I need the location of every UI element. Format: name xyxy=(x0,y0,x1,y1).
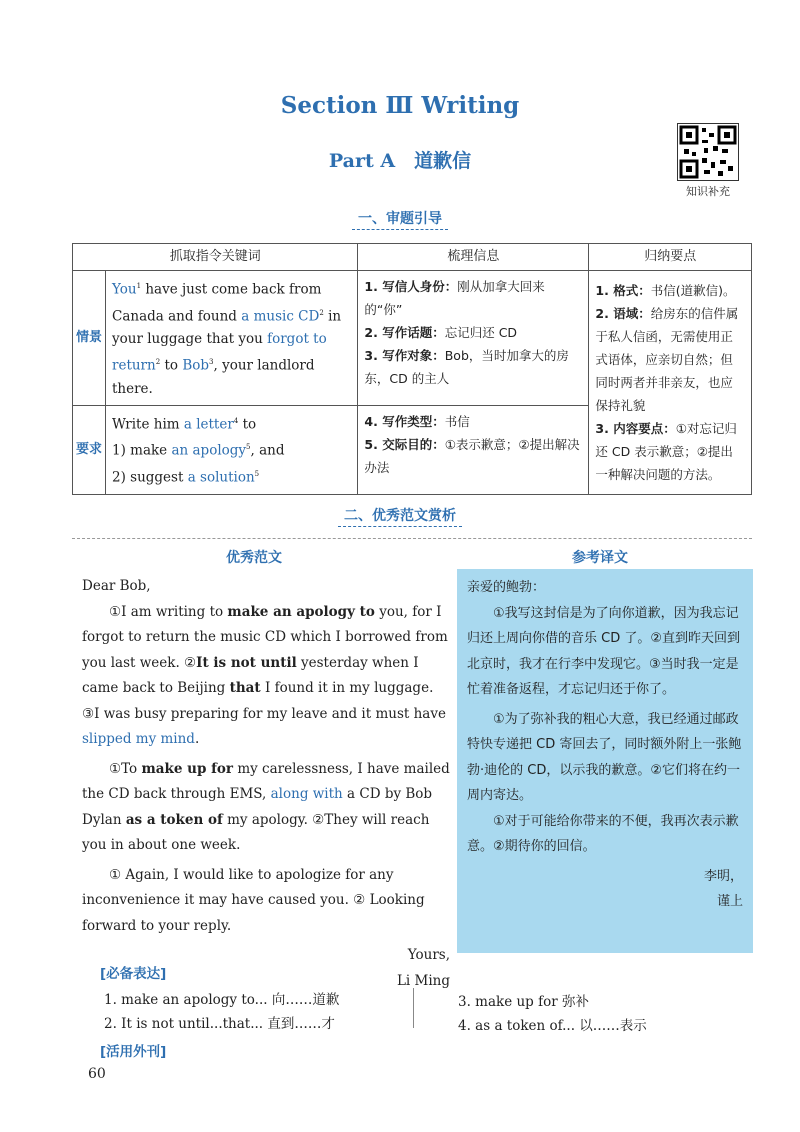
page-subtitle: Part A 道歉信 xyxy=(328,150,472,172)
essay-salutation: Dear Bob, xyxy=(82,578,151,594)
expression-item: 4. as a token of... 以……表示 xyxy=(458,1018,647,1034)
keyword-cell: Write him a letter$^4$ to 1) make an apology$^5$, and 2) suggest a solution$^5$ xyxy=(106,405,358,494)
row-label-requirement: 要求 xyxy=(73,405,106,494)
divider xyxy=(72,538,752,539)
essay-closing: Yours, xyxy=(407,947,450,963)
divider xyxy=(413,988,414,1028)
translation-paragraph: ①对于可能给你带来的不便，我再次表示歉意。②期待你的回信。 xyxy=(467,813,739,854)
table-header: 归纳要点 xyxy=(589,244,752,271)
expression-item: 3. make up for 弥补 xyxy=(458,994,589,1010)
section-heading-sample: 二、优秀范文赏析 xyxy=(0,505,800,525)
translation-salutation: 亲爱的鲍勃： xyxy=(467,580,546,595)
table-header: 抓取指令关键词 xyxy=(73,244,358,271)
summary-cell: 1. 格式：书信(道歉信)。 2. 语域：给房东的信件属于私人信函，无需使用正式语体，应亲切自然；但同时两者并非亲友，也应保持礼貌 3. 内容要点：①对忘记归还 CD 表示歉意；②提出一种解决问题的方法。 xyxy=(589,271,752,495)
translation-closing: 李明， xyxy=(703,868,743,884)
expression-item: 2. It is not until...that... 直到……才 xyxy=(104,1016,335,1032)
translation-paragraph: ①为了弥补我的粗心大意，我已经通过邮政特快专递把 CD 寄回去了，同时额外附上一张鲍勃·迪伦的 CD，以示我的歉意。②它们将在约一周内寄达。 xyxy=(467,711,742,803)
page-title: Section Ⅲ Writing xyxy=(280,92,520,119)
table-header: 梳理信息 xyxy=(358,244,589,271)
info-cell: 1. 写信人身份：刚从加拿大回来的“你” 2. 写作话题：忘记归还 CD 3. 写作对象：Bob，当时加拿大的房东，CD 的主人 xyxy=(358,271,589,406)
guide-table xyxy=(72,243,752,495)
qr-label: 知识补充 xyxy=(686,185,730,198)
translation-box xyxy=(457,569,753,953)
essay-paragraph: ①I am writing to make an apology to you, for I forgot to return the music CD which I borrowed from you last week. ②It is not until yesterday when I came back to Beijing that I found it in my luggage. ③I was busy preparing for my leave and it must have slipped my mind. xyxy=(82,603,448,747)
expressions-heading: [必备表达] xyxy=(100,966,167,982)
sample-essay xyxy=(82,574,450,994)
qr-code-icon[interactable] xyxy=(677,123,739,181)
section-heading-guide: 一、审题引导 xyxy=(0,208,800,228)
essay-column-title: 优秀范文 xyxy=(226,550,282,566)
page-number: 60 xyxy=(88,1066,106,1082)
essay-paragraph: ①To make up for my carelessness, I have mailed the CD back through EMS, along with a CD by Bob Dylan as a token of my apology. ②They will reach you in about one week. xyxy=(82,760,450,853)
extra-reading-heading: [活用外刊] xyxy=(100,1044,167,1060)
row-label-scenario: 情景 xyxy=(73,271,106,406)
translation-paragraph: ①我写这封信是为了向你道歉，因为我忘记归还上周向你借的音乐 CD 了。②直到昨天回到北京时，我才在行李中发现它。③当时我一定是忙着准备返程，才忘记归还于你了。 xyxy=(467,605,741,697)
expression-item: 1. make an apology to... 向……道歉 xyxy=(104,992,340,1008)
info-cell: 4. 写作类型：书信 5. 交际目的：①表示歉意；②提出解决办法 xyxy=(358,405,589,494)
translation-signature: 谨上 xyxy=(716,894,743,909)
essay-signature: Li Ming xyxy=(396,972,450,989)
translation-column-title: 参考译文 xyxy=(572,550,628,566)
essay-paragraph: ① Again, I would like to apologize for any inconvenience it may have caused you. ② Looking forward to your reply. xyxy=(82,866,425,934)
keyword-cell: You$^1$ have just come back from Canada and found a music $CD^2$ in your luggage that you forgot to return$^2$ to Bob$^3$, your landlord there. xyxy=(106,271,358,406)
